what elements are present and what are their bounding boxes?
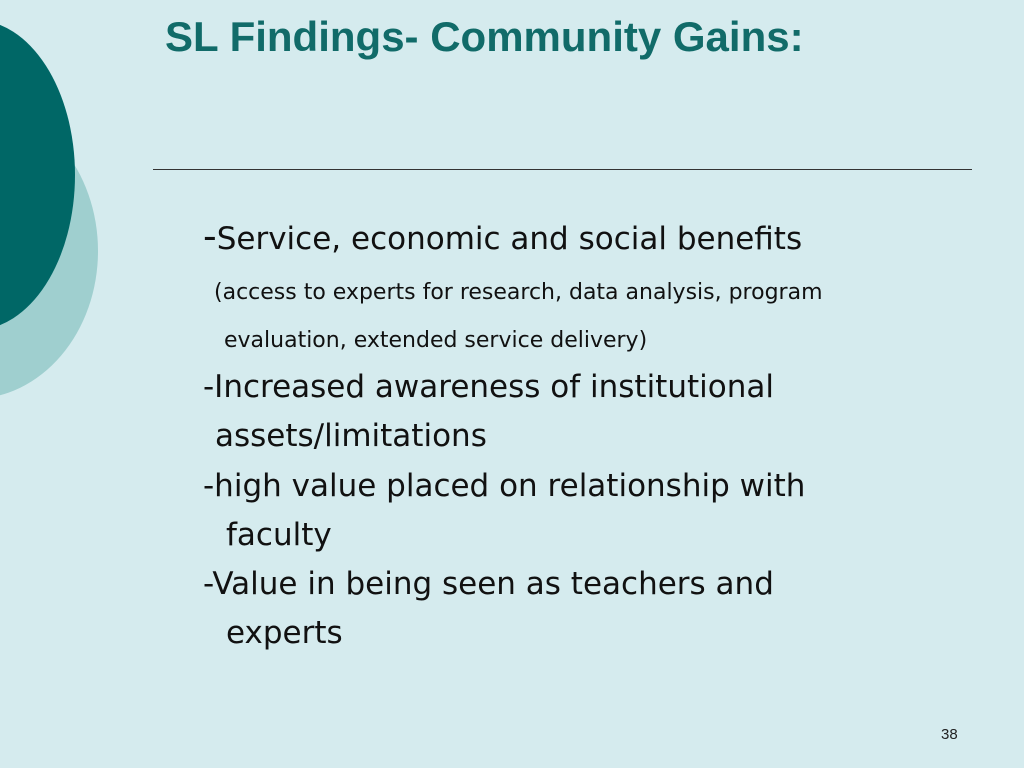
slide-title: SL Findings- Community Gains: [165, 13, 804, 60]
slide-number: 38 [941, 726, 958, 743]
bullet-4-line2: experts [226, 615, 343, 651]
bullet-1-detail-line1: (access to experts for research, data analysis, program [214, 280, 823, 305]
bullet-1-dash: - [203, 214, 217, 258]
bullet-3-line2: faculty [226, 517, 332, 553]
bullet-1-detail-line2: evaluation, extended service delivery) [224, 328, 648, 353]
bullet-4-line1: -Value in being seen as teachers and [203, 566, 774, 602]
bullet-1 [203, 214, 802, 261]
bullet-2-line2: assets/limitations [215, 418, 487, 454]
bullet-2-line1: -Increased awareness of institutional [203, 369, 774, 405]
bullet-3-line1: -high value placed on relationship with [203, 468, 806, 504]
bullet-1-text: Service, economic and social benefits [216, 221, 803, 257]
title-divider [153, 169, 972, 170]
